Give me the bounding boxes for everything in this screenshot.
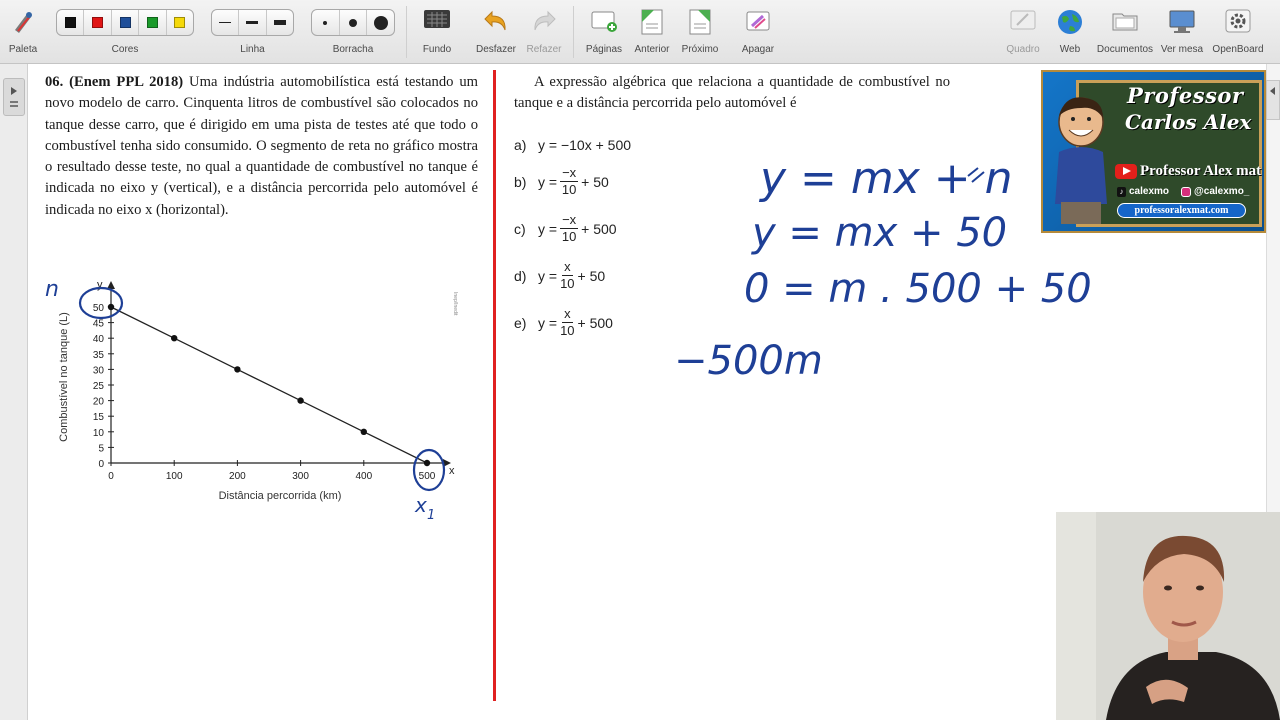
option-rhs: + 500	[581, 220, 617, 237]
y-tick-label: 45	[92, 318, 104, 330]
circle-mark-y-intercept	[80, 288, 122, 318]
documentos-button[interactable]: Documentos	[1096, 0, 1154, 64]
option-letter: a)	[514, 137, 527, 153]
fraction-numerator: x	[564, 259, 571, 274]
fraction-denominator: 10	[560, 323, 575, 338]
social-handles	[1117, 186, 1249, 197]
x-tick-label: 0	[108, 471, 114, 482]
handwritten-x1-mark: x	[415, 493, 427, 517]
refazer-button[interactable]: Refazer	[522, 0, 566, 64]
option-lhs: y =	[538, 173, 558, 190]
linha-group: Linha	[240, 44, 265, 55]
desfazer-button[interactable]: Desfazer	[472, 0, 520, 64]
fraction-numerator: −x	[562, 165, 577, 180]
y-tick-label: 15	[92, 412, 104, 424]
option-expression: y = −10x + 500	[538, 137, 632, 153]
fraction-numerator: x	[564, 306, 571, 321]
handwritten-line-2: y = mx + 50	[752, 210, 1008, 256]
tiktok-handle: calexmo	[1129, 186, 1170, 197]
option-lhs: y =	[538, 314, 558, 331]
anterior-button[interactable]: Anterior	[630, 0, 674, 64]
handwritten-n-mark: n	[45, 277, 59, 302]
circle-mark-x-intercept	[414, 450, 444, 490]
y-tick-label: 5	[98, 443, 104, 455]
y-tick-label: 0	[98, 459, 104, 470]
fraction-denominator: 10	[560, 276, 575, 291]
option-letter: e)	[514, 314, 527, 331]
borracha-group: Borracha	[332, 44, 374, 55]
fraction-denominator: 10	[561, 229, 577, 244]
quadro-button[interactable]: Quadro	[1001, 0, 1045, 64]
x-tick-label: 300	[292, 471, 309, 482]
youtube-badge[interactable]	[1115, 163, 1261, 180]
option-letter: d)	[514, 267, 527, 284]
handwritten-x1-subscript: 1	[427, 508, 436, 523]
y-tick-label: 30	[92, 365, 104, 377]
y-tick-label: 50	[92, 303, 104, 314]
y-tick-label: 10	[92, 427, 104, 439]
banner-title-2: Carlos Alex	[1125, 110, 1252, 134]
youtube-icon	[1115, 164, 1137, 179]
apagar-button[interactable]: Apagar	[734, 0, 782, 64]
channel-banner	[1041, 70, 1266, 233]
web-button[interactable]: Web	[1048, 0, 1092, 64]
question-body: Uma indústria automobilística está testando um novo modelo de carro. Cinquenta litros de combustível são colocados no tanque desse carro, que é dirigido em uma pista de testes até que todo o combustível tenha sido consumido. O segmento de reta no gráfico mostra o resultado desse teste, no qual a quantidade de combustível no tanque é indicada no eixo y (vertical), e a distância percorrida pelo automóvel é indicada no eixo x (horizontal).	[45, 74, 478, 218]
instagram-icon	[1181, 187, 1191, 197]
caricature-avatar	[1045, 92, 1117, 232]
x-tick-label: 200	[229, 471, 246, 482]
option-letter: c)	[514, 220, 526, 237]
option-letter: b)	[514, 173, 527, 190]
webcam-overlay	[1056, 512, 1280, 720]
option-rhs: + 50	[577, 267, 606, 284]
x-axis-letter: x	[449, 465, 455, 477]
cores-group: Cores	[111, 44, 139, 55]
y-axis-label: Combustível no tanque (L)	[58, 312, 70, 442]
openboard-menu-button[interactable]: OpenBoard	[1210, 0, 1266, 64]
banner-title-1: Professor	[1127, 83, 1244, 108]
y-tick-label: 20	[92, 396, 104, 408]
y-tick-label: 35	[92, 349, 104, 361]
y-axis-letter: y	[97, 279, 103, 291]
proximo-button[interactable]: Próximo	[678, 0, 722, 64]
option-rhs: + 50	[581, 173, 609, 190]
fraction-numerator: −x	[562, 212, 577, 227]
x-tick-label: 100	[165, 471, 183, 482]
source-tag: Inep/Inedit	[452, 292, 458, 316]
x-tick-label: 500	[418, 471, 436, 482]
y-tick-label: 40	[92, 334, 104, 346]
website-badge[interactable]: professoralexmat.com	[1117, 203, 1246, 218]
x-tick-label: 400	[355, 471, 373, 482]
instagram-handle: @calexmo_	[1194, 186, 1250, 197]
presenter-video	[1056, 512, 1280, 720]
handwritten-line-1: y = mx + n	[760, 153, 1013, 204]
option-rhs: + 500	[577, 314, 613, 331]
tiktok-icon: ♪	[1117, 187, 1126, 197]
y-tick-label: 25	[92, 381, 104, 392]
handwritten-line-3: 0 = m . 500 + 50	[744, 266, 1092, 312]
x-axis-label: Distância percorrida (km)	[218, 490, 342, 502]
paleta-button[interactable]: Paleta	[0, 0, 46, 64]
ver-mesa-button[interactable]: Ver mesa	[1158, 0, 1206, 64]
paginas-button[interactable]: Páginas	[582, 0, 626, 64]
question-intro: A expressão algébrica que relaciona a quantidade de combustível no tanque e a distância percorrida pelo automóvel é	[514, 74, 950, 112]
option-lhs: y =	[538, 267, 558, 284]
question-number: 06. (Enem PPL 2018)	[45, 74, 184, 90]
handwritten-line-4: −500m	[674, 338, 823, 384]
youtube-channel-name: Professor Alex mat	[1140, 163, 1262, 179]
fundo-button[interactable]: Fundo	[414, 0, 460, 64]
fraction-denominator: 10	[561, 182, 577, 197]
option-lhs: y =	[538, 220, 558, 237]
